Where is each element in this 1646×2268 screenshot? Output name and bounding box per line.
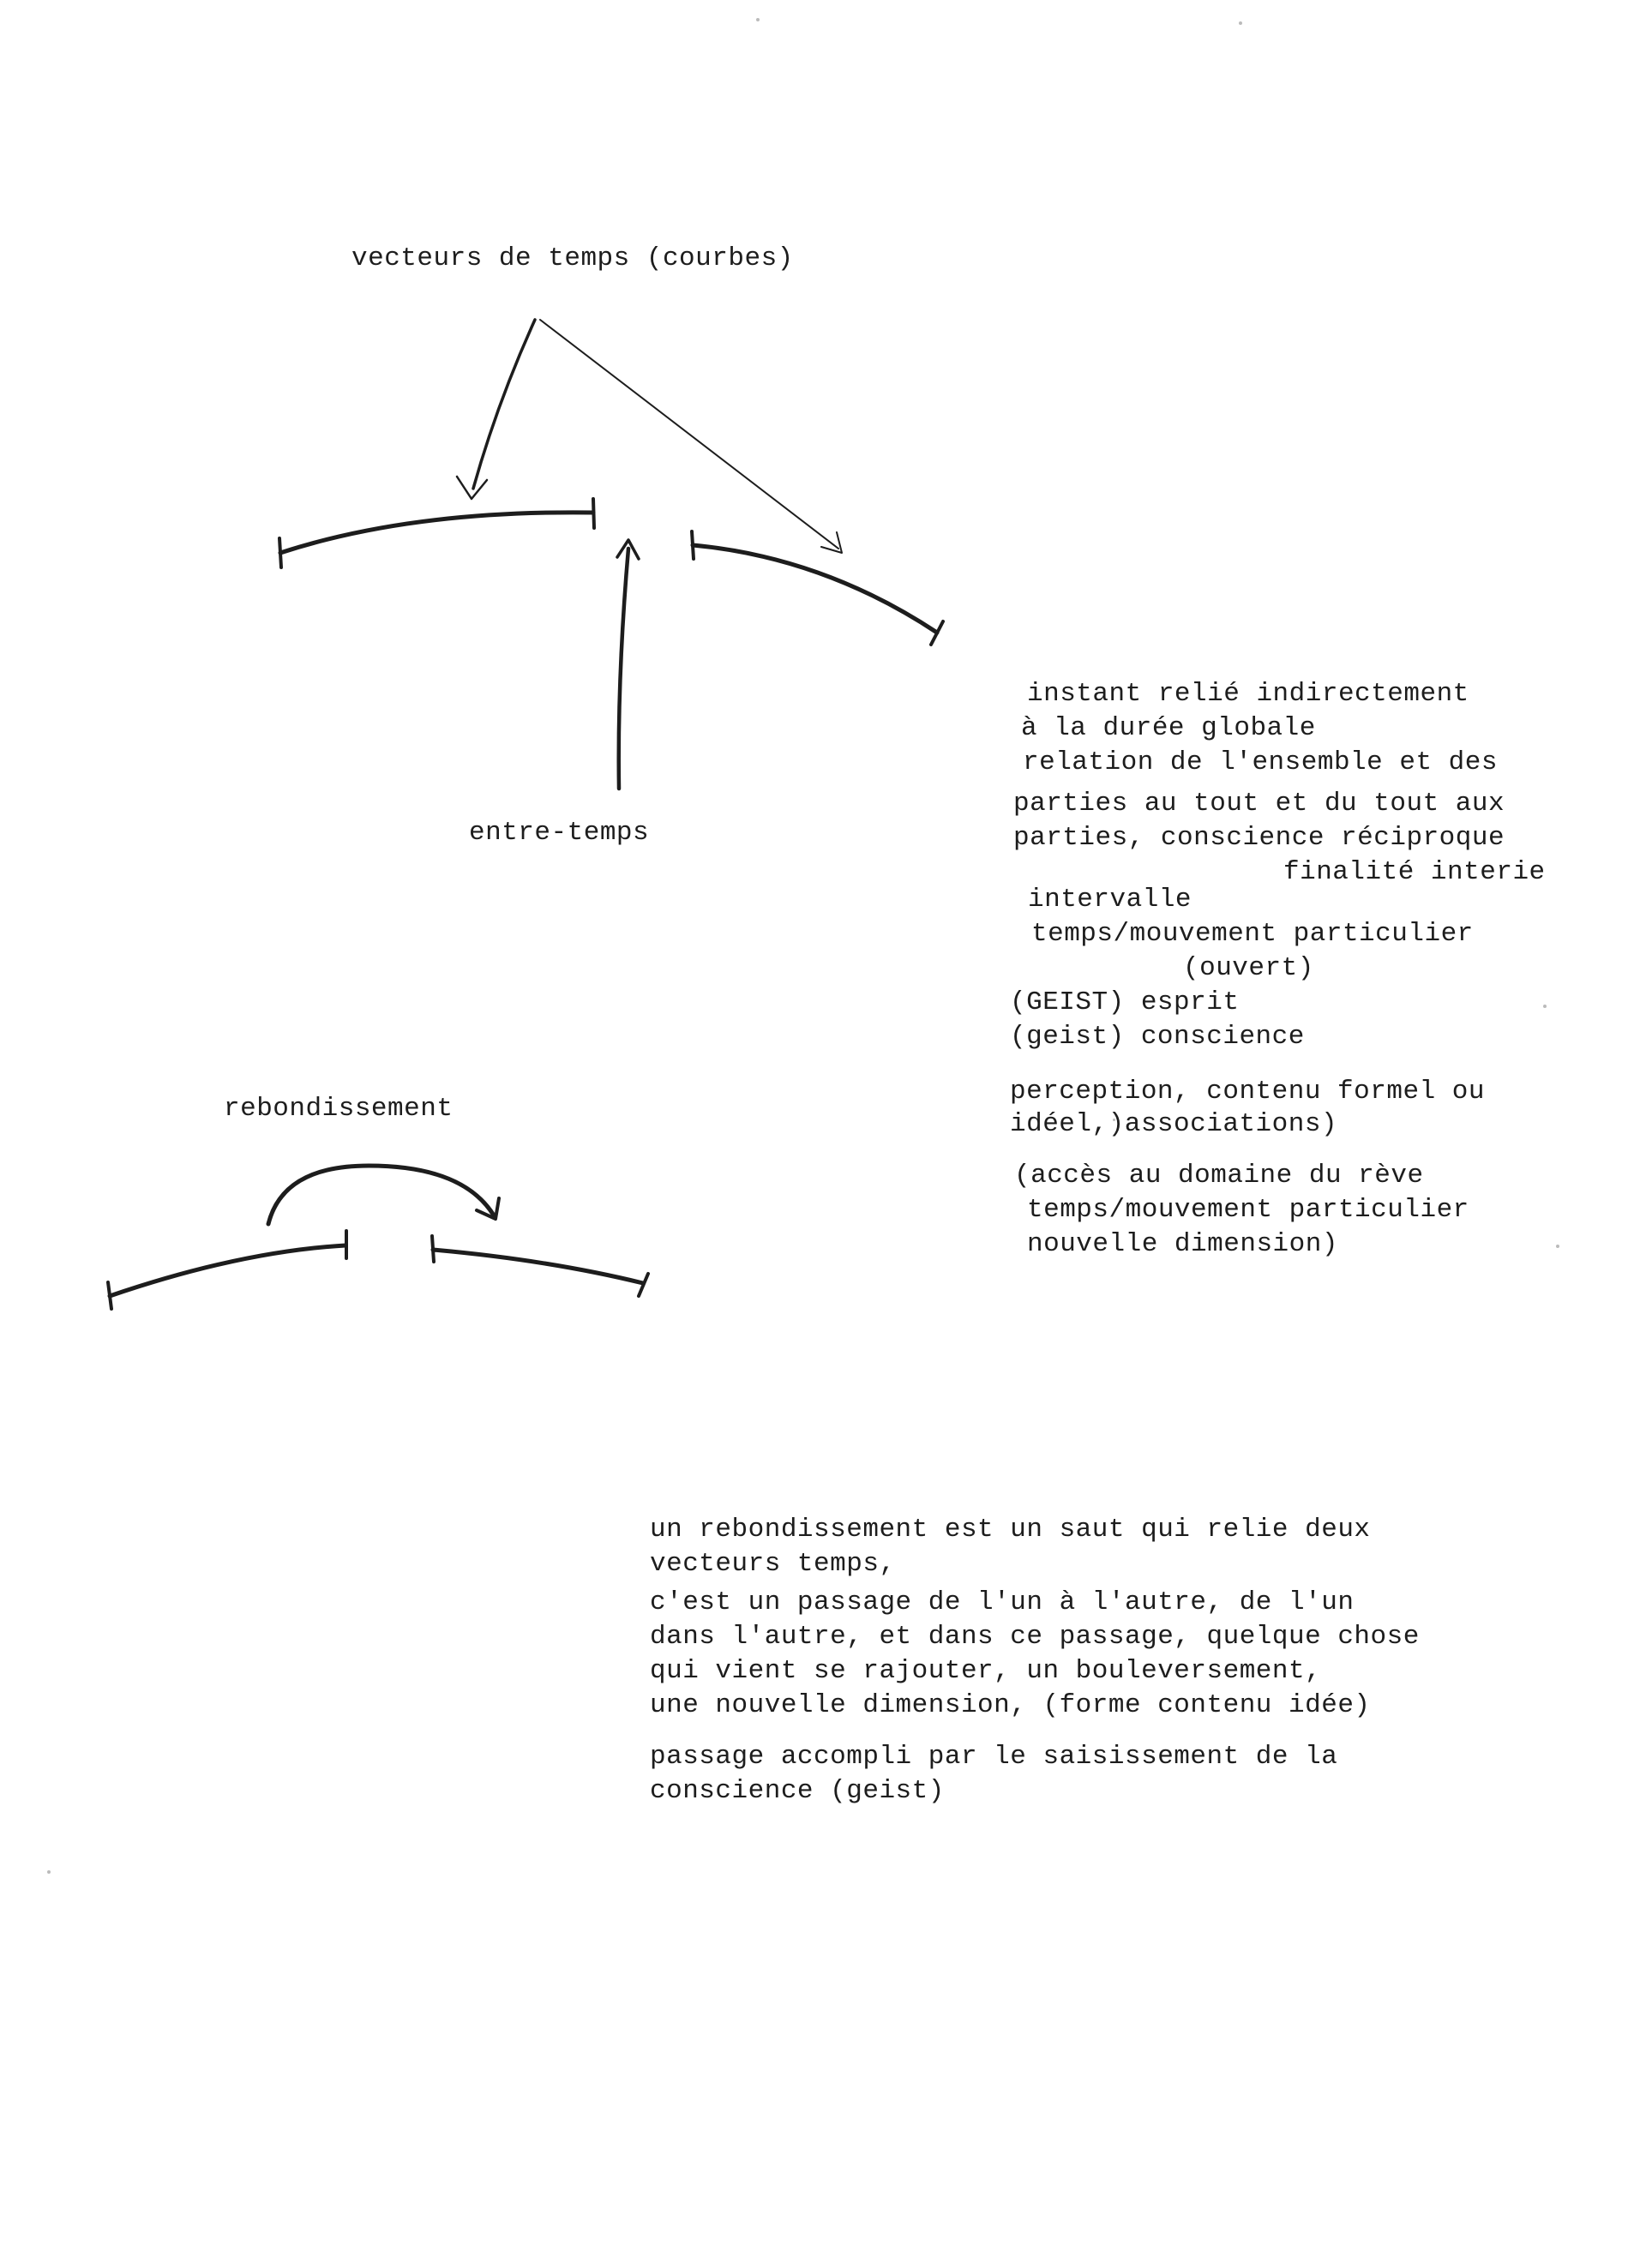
note-line: intervalle: [1028, 885, 1192, 915]
paper-speck: [1543, 1005, 1547, 1008]
note-line: relation de l'ensemble et des: [1023, 747, 1498, 777]
paragraph-line: dans l'autre, et dans ce passage, quelque chose: [650, 1622, 1420, 1652]
label-time-vectors: vecteurs de temps (courbes): [351, 243, 794, 273]
paragraph-line: passage accompli par le saisissement de la: [650, 1742, 1338, 1772]
left-time-vector: [280, 513, 593, 553]
note-line: parties, conscience réciproque: [1013, 823, 1505, 853]
rebound-arc: [268, 1166, 494, 1224]
right-time-vector-start-tick: [692, 531, 694, 559]
lower-left-time-vector-start-tick: [108, 1282, 111, 1309]
note-line: idéel,)associations): [1010, 1109, 1338, 1139]
lower-right-time-vector-start-tick: [432, 1236, 434, 1262]
paragraph-line: une nouvelle dimension, (forme contenu idée): [650, 1690, 1371, 1720]
note-line: à la durée globale: [1021, 713, 1316, 743]
note-line: finalité interie: [1283, 857, 1546, 887]
left-time-vector-start-tick: [279, 538, 281, 567]
note-line: parties au tout et du tout aux: [1013, 789, 1505, 819]
paper-speck: [1556, 1245, 1559, 1248]
note-line: (GEIST) esprit: [1010, 987, 1240, 1017]
paragraph-line: un rebondissement est un saut qui relie deux: [650, 1515, 1371, 1545]
note-line: (ouvert): [1183, 953, 1314, 983]
paragraph-line: vecteurs temps,: [650, 1549, 896, 1579]
paper-speck: [1239, 21, 1242, 25]
left-time-vector-end-tick: [593, 499, 594, 528]
lower-right-time-vector: [433, 1250, 643, 1283]
note-line: perception, contenu formel ou: [1010, 1077, 1485, 1107]
note-line: instant relié indirectement: [1027, 679, 1469, 709]
right-time-vector-end-tick: [931, 621, 943, 645]
note-line: nouvelle dimension): [1027, 1229, 1338, 1259]
paragraph-line: qui vient se rajouter, un bouleversement,: [650, 1656, 1322, 1686]
lower-left-time-vector: [110, 1245, 345, 1296]
note-line: temps/mouvement particulier: [1031, 919, 1474, 949]
paper-speck: [47, 1870, 51, 1874]
note-line: (geist) conscience: [1010, 1022, 1305, 1052]
paper-speck: [756, 18, 760, 21]
paragraph-line: conscience (geist): [650, 1776, 945, 1806]
arrow-to-left-vector: [473, 320, 535, 489]
label-rebound: rebondissement: [224, 1094, 454, 1124]
paragraph-line: c'est un passage de l'un à l'autre, de l'un: [650, 1587, 1355, 1617]
note-line: temps/mouvement particulier: [1027, 1195, 1469, 1225]
right-time-vector: [693, 545, 937, 633]
arrow-to-gap: [619, 549, 628, 789]
note-line: (accès au domaine du rève: [1014, 1161, 1424, 1191]
lower-right-time-vector-end-tick: [639, 1274, 648, 1296]
label-between-time: entre-temps: [469, 818, 650, 848]
